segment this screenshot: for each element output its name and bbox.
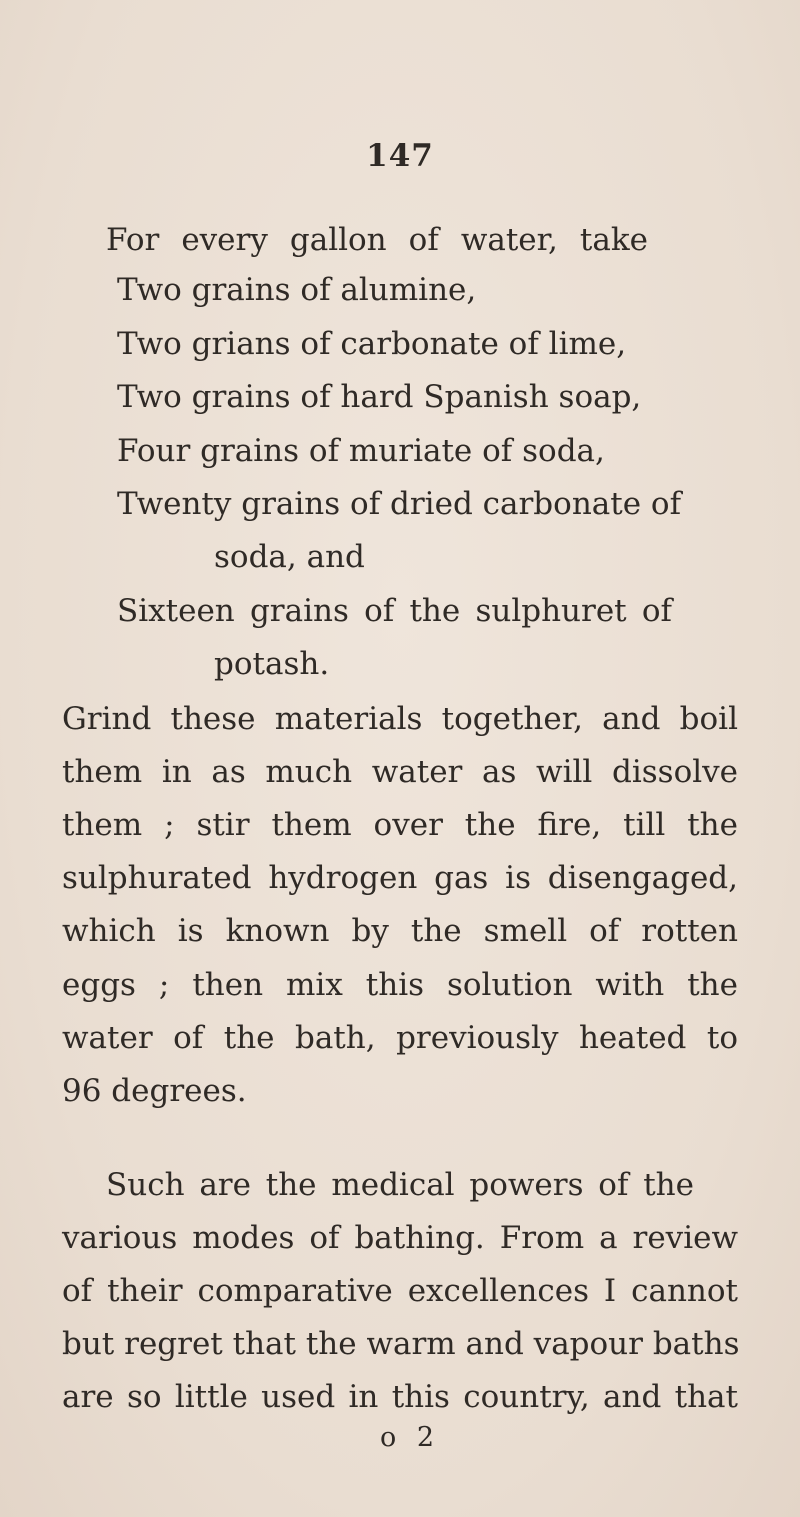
ingredient-line: Two grains of hard Spanish soap, <box>117 379 642 415</box>
paragraph-line: them ; stir them over the fire, till the <box>62 807 738 843</box>
paragraph-line: water of the bath, previously heated to <box>62 1020 738 1056</box>
ingredient-line: Two grains of alumine, <box>117 272 477 308</box>
paragraph-line: 96 degrees. <box>62 1073 247 1109</box>
paragraph-line: but regret that the warm and vapour baths <box>62 1326 740 1362</box>
paragraph-line: which is known by the smell of rotten <box>62 913 738 949</box>
paragraph-line: are so little used in this country, and that <box>62 1379 738 1415</box>
paragraph-line: of their comparative excellences I cannot <box>62 1273 738 1309</box>
ingredient-line: Four grains of muriate of soda, <box>117 433 605 469</box>
paragraph-line: eggs ; then mix this solution with the <box>62 967 738 1003</box>
paragraph-line: Such are the medical powers of the <box>106 1167 694 1203</box>
ingredient-line: Two grians of carbonate of lime, <box>117 326 627 362</box>
signature-mark: o 2 <box>379 1422 441 1453</box>
ingredient-line-continued: potash. <box>214 646 330 682</box>
ingredient-line: Twenty grains of dried carbonate of <box>117 486 682 522</box>
paragraph-line: them in as much water as will dissolve <box>62 754 738 790</box>
page-number: 147 <box>366 138 434 174</box>
paragraph-line: various modes of bathing. From a review <box>62 1220 738 1256</box>
ingredient-line: Sixteen grains of the sulphuret of <box>117 593 672 629</box>
ingredient-line-continued: soda, and <box>214 539 365 575</box>
intro-line: For every gallon of water, take <box>106 222 648 258</box>
paragraph-line: Grind these materials together, and boil <box>62 701 738 737</box>
paragraph-line: sulphurated hydrogen gas is disengaged, <box>62 860 738 896</box>
